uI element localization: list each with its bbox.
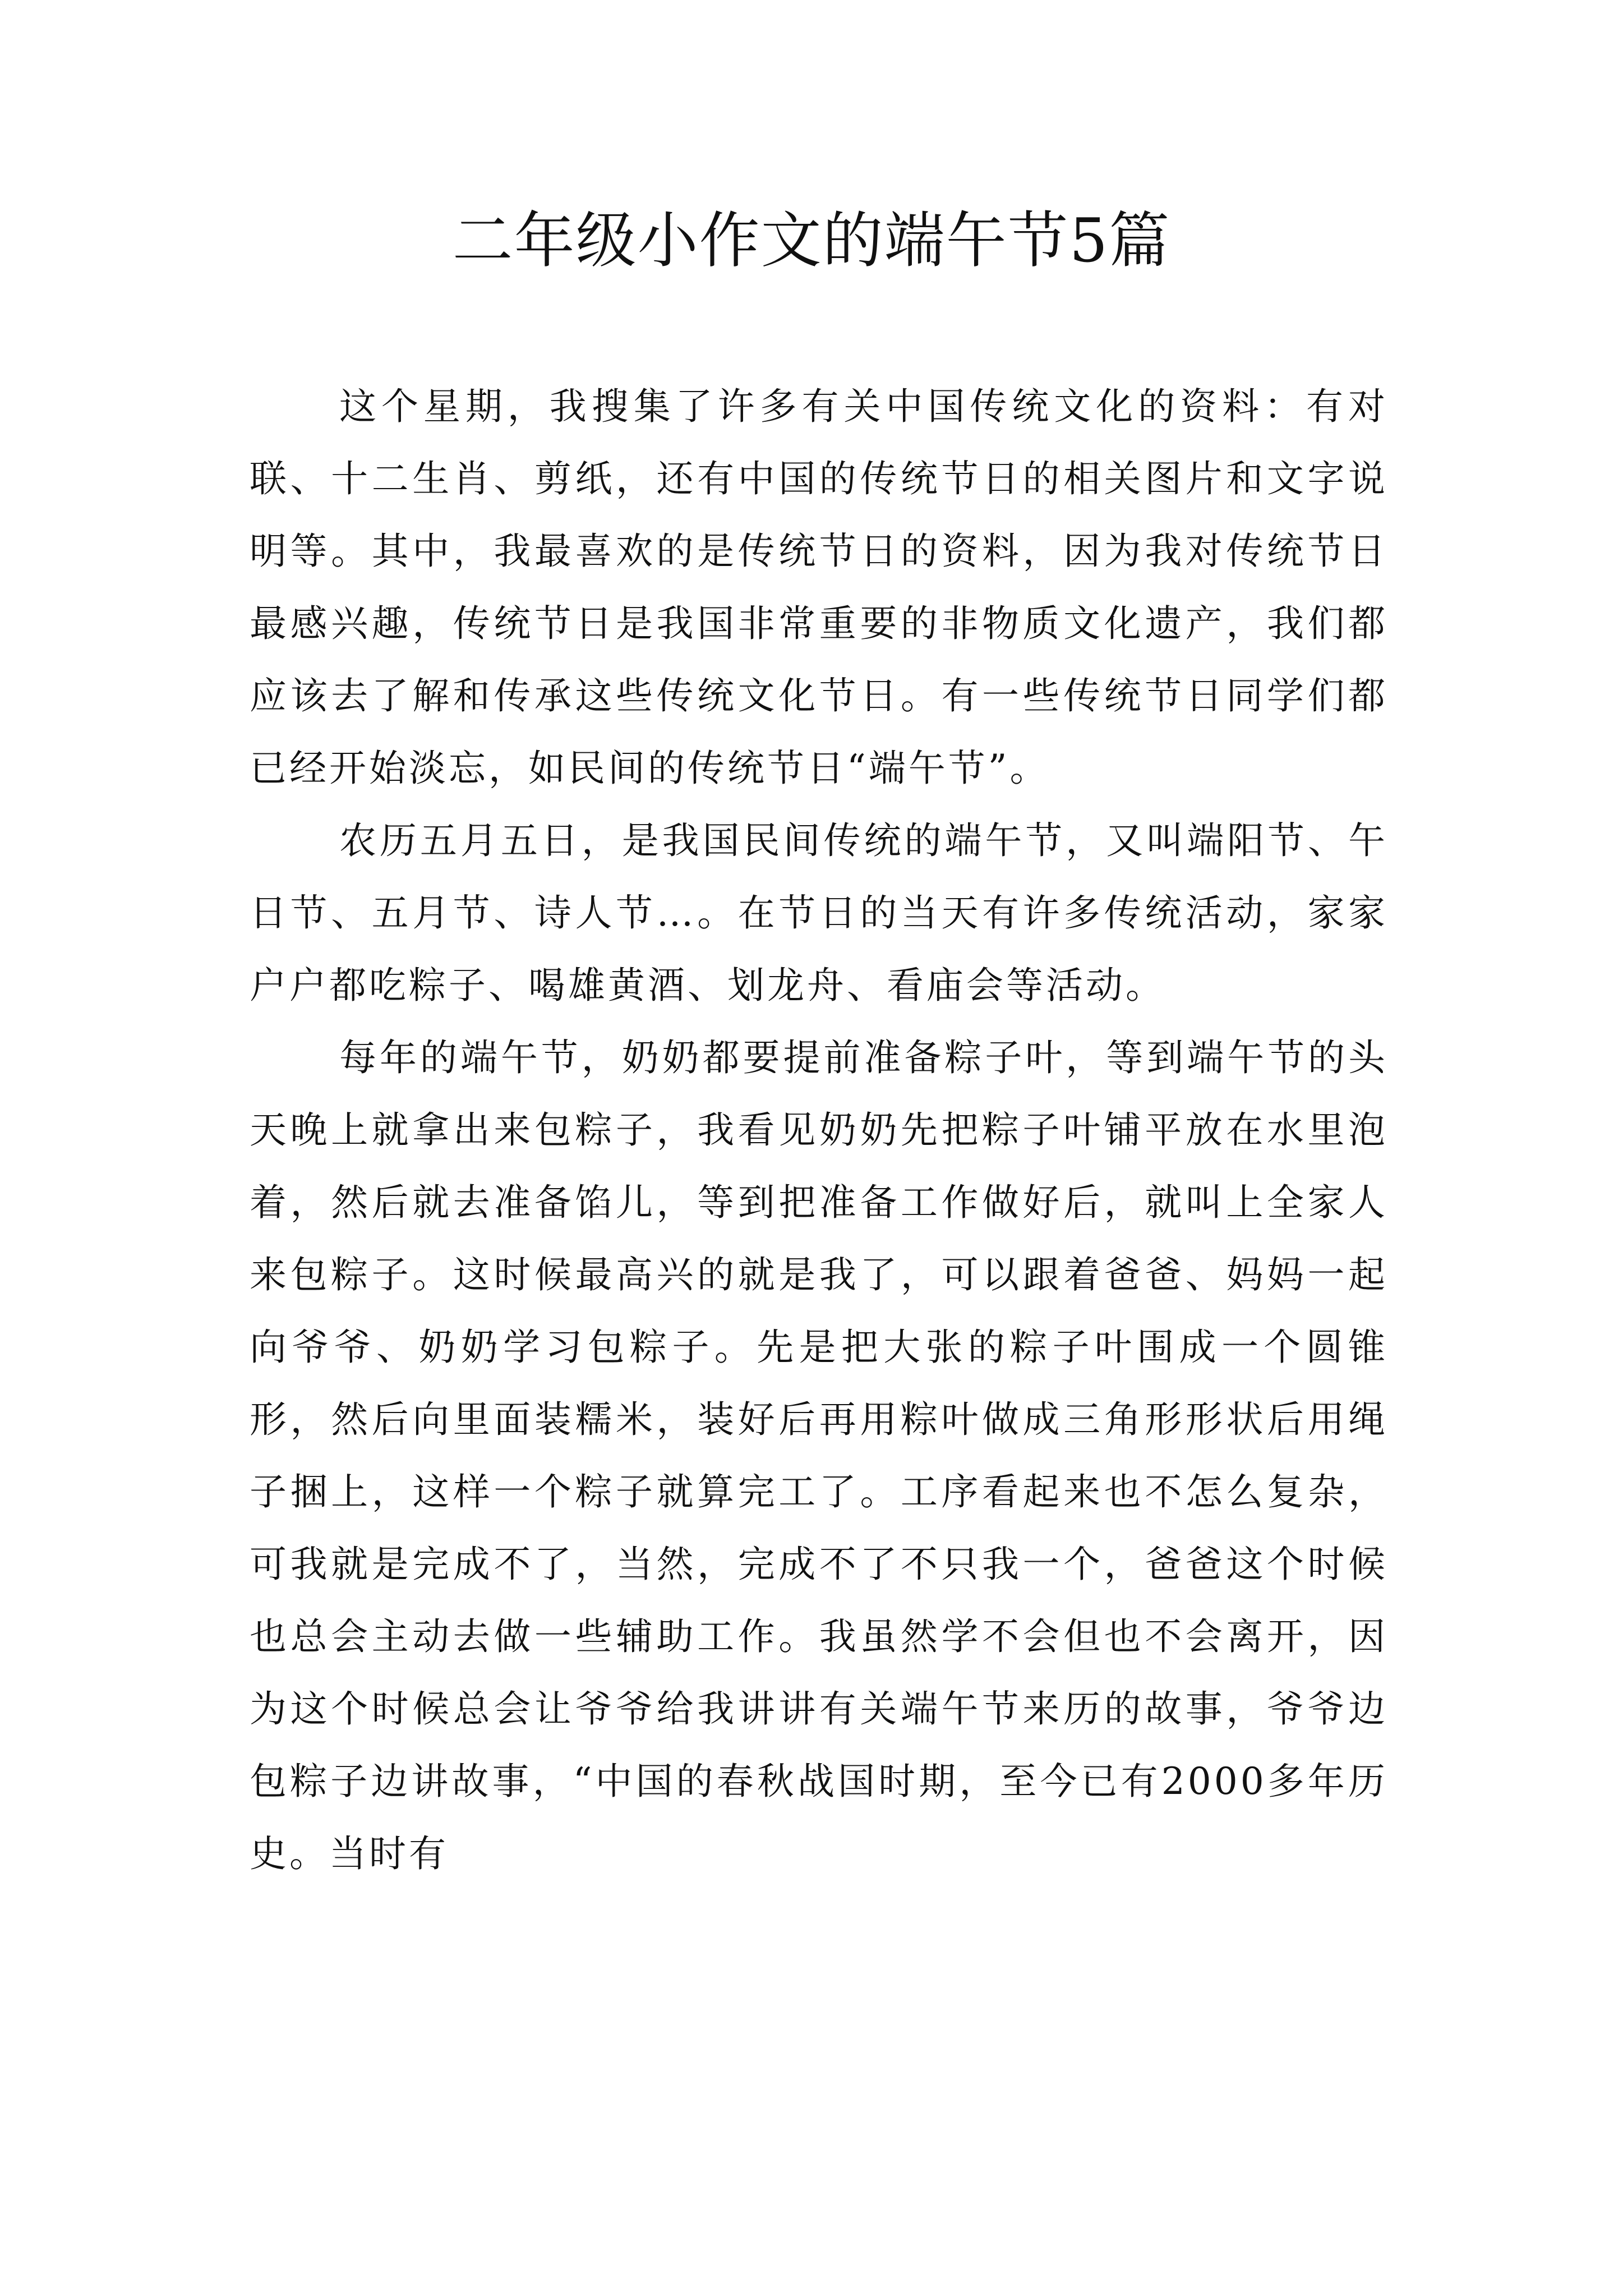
document-title: 二年级小作文的端午节5篇 <box>452 206 1171 276</box>
paragraph-1: 这个星期，我搜集了许多有关中国传统文化的资料：有对联、十二生肖、剪纸，还有中国的传统节日的相关图片和文字说明等。其中，我最喜欢的是传统节日的资料，因为我对传统节日最感兴趣，传统节日是我国非常重要的非物质文化遗产，我们都应该去了解和传承这些传统文化节日。有一些传统节日同学们都已经开始淡忘，如民间的传统节日“端午节”。 <box>250 385 1388 790</box>
paragraph-2: 农历五月五日，是我国民间传统的端午节，又叫端阳节、午日节、五月节、诗人节…。在节日的当天有许多传统活动，家家户户都吃粽子、喝雄黄酒、划龙舟、看庙会等活动。 <box>250 819 1388 1007</box>
paragraph-3: 每年的端午节，奶奶都要提前准备粽子叶，等到端午节的头天晚上就拿出来包粽子，我看见奶奶先把粽子叶铺平放在水里泡着，然后就去准备馅儿，等到把准备工作做好后，就叫上全家人来包粽子。这时候最高兴的就是我了，可以跟着爸爸、妈妈一起向爷爷、奶奶学习包粽子。先是把大张的粽子叶围成一个圆锥形，然后向里面装糯米，装好后再用粽叶做成三角形形状后用绳子捆上，这样一个粽子就算完工了。工序看起来也不怎么复杂，可我就是完成不了，当然，完成不了不只我一个，爸爸这个时候也总会主动去做一些辅助工作。我虽然学不会但也不会离开，因为这个时候总会让爷爷给我讲讲有关端午节来历的故事，爷爷边包粽子边讲故事，“中国的春秋战国时期，至今已有2000多年历史。当时有 <box>250 1036 1388 1875</box>
document-body <box>250 370 1388 1890</box>
